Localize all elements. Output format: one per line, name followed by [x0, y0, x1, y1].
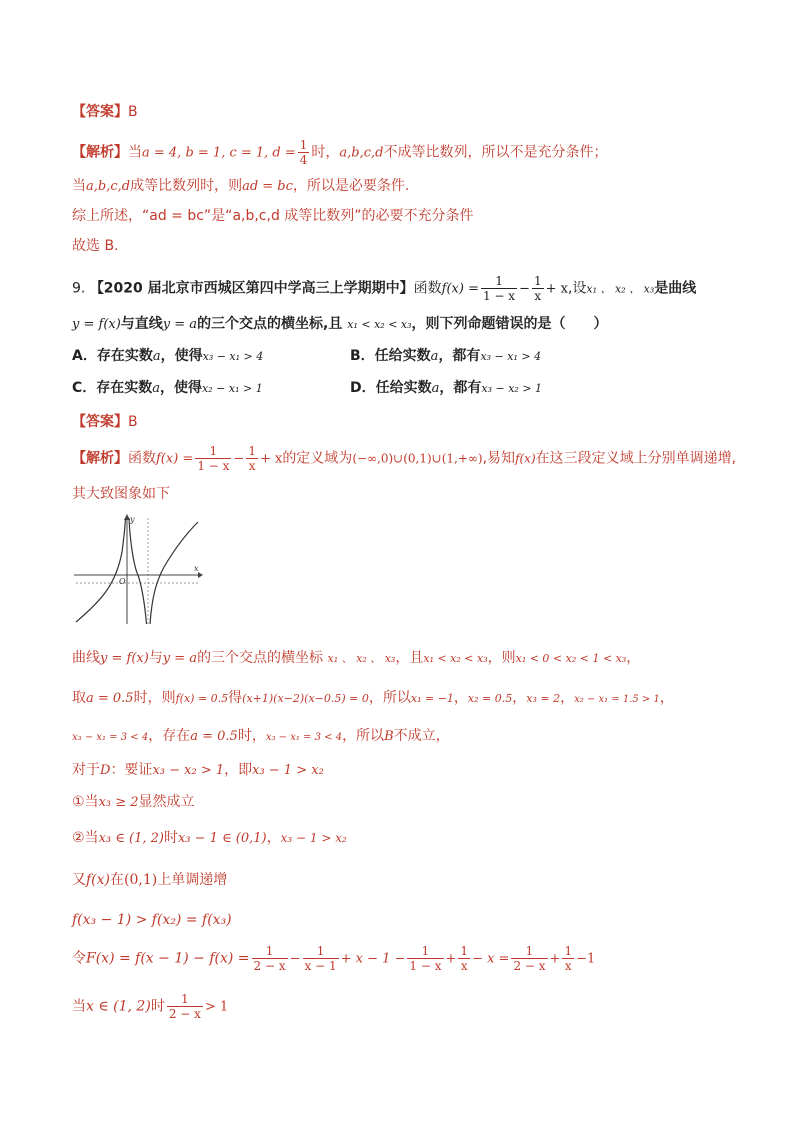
- frac-num: 1: [407, 944, 443, 959]
- frac-den: x: [248, 459, 256, 473]
- text: 时: [150, 998, 165, 1015]
- fraction: [562, 944, 574, 973]
- text: 不成等比数列，所以不是充分条件；: [383, 144, 608, 161]
- branch-3: [150, 522, 198, 624]
- frac-num: 1: [511, 944, 547, 959]
- fraction: [252, 944, 288, 973]
- math: +: [549, 951, 561, 967]
- text: ，所以是必要条件.: [292, 178, 410, 194]
- math: x₃ − x₂ > 1: [481, 382, 543, 395]
- text: ②当: [72, 830, 99, 846]
- option-a: [72, 346, 263, 367]
- text: ，即: [224, 762, 253, 778]
- origin-label: O: [119, 577, 126, 586]
- text: ，都有: [438, 348, 481, 364]
- math: D: [100, 763, 111, 778]
- analysis-1-line-3: 综上所述，“ad = bc”是“a,b,c,d 成等比数列”的必要不充分条件: [72, 208, 474, 224]
- text: 令: [72, 950, 86, 967]
- text: 当: [72, 178, 86, 194]
- x-axis-arrow: [198, 572, 203, 578]
- text: ，: [626, 650, 641, 666]
- text: 显然成立: [138, 794, 195, 810]
- text: 取: [72, 690, 86, 706]
- fraction: [458, 944, 470, 973]
- text: 得: [228, 690, 243, 706]
- math: x₃ − x₁ = 3 < 4: [72, 732, 149, 743]
- math: + x: [545, 281, 568, 297]
- frac-num: 1: [252, 944, 288, 959]
- question-number: 9.: [72, 280, 86, 297]
- option-b: [350, 346, 541, 367]
- fraction: [167, 992, 203, 1021]
- math: (x+1)(x−2)(x−0.5) = 0: [242, 692, 369, 705]
- math: f(x₃ − 1) > f(x₂) = f(x₃): [72, 912, 232, 928]
- text: 在这三段定义域上分别单调递增,: [535, 450, 737, 467]
- analysis-2-line-10: [72, 910, 232, 930]
- answer-2-tag: 【答案】: [72, 414, 128, 430]
- math: a: [152, 381, 161, 396]
- math: ad = bc: [242, 179, 293, 194]
- branch-2: [129, 518, 147, 624]
- text: ，且: [395, 650, 424, 666]
- text: B．任给实数: [350, 348, 431, 364]
- math: a,b,c,d: [339, 145, 384, 161]
- text: ，: [560, 690, 575, 706]
- math: a = 0.5: [190, 729, 238, 744]
- fraction: [195, 444, 231, 473]
- math: y = f(x): [100, 651, 149, 666]
- math: x₂ − x₁ > 1: [202, 382, 263, 395]
- fraction: [246, 444, 258, 473]
- text: ，使得: [160, 348, 203, 364]
- math: f(x) =: [441, 281, 479, 297]
- y-axis-label: y: [130, 515, 135, 524]
- frac-num: 1: [303, 944, 339, 959]
- fraction: [481, 274, 517, 303]
- math: a = 4, b = 1, c = 1, d =: [142, 145, 296, 161]
- frac-num: 1: [533, 274, 542, 288]
- text: ,易知: [482, 450, 516, 467]
- frac-num: 1: [481, 274, 517, 289]
- text: 对于: [72, 762, 100, 778]
- analysis-2-line-11: [72, 944, 595, 973]
- text: 是曲线: [654, 280, 697, 297]
- frac-den: 1 − x: [482, 289, 516, 303]
- x-axis-label: x: [194, 564, 199, 573]
- text: ，则: [487, 650, 516, 666]
- fraction: [532, 274, 544, 303]
- analysis-2-line-12: [72, 992, 228, 1021]
- analysis-1-line-2: [72, 176, 409, 197]
- math: x₂ = 0.5: [467, 692, 513, 705]
- math: x₃ − x₂ > 1: [152, 763, 225, 778]
- text: 与直线: [120, 316, 163, 332]
- math: (−∞,0)∪(0,1)∪(1,+∞): [352, 451, 483, 466]
- math: x₁ < 0 < x₂ < 1 < x₃: [515, 652, 627, 665]
- math: x ∈ (1, 2): [86, 998, 151, 1015]
- text: 时，: [237, 728, 266, 744]
- math: x₃ ≥ 2: [98, 795, 139, 810]
- text: ，都有: [439, 380, 482, 396]
- math: x₃ − x₁ > 4: [480, 350, 542, 363]
- math: x₃ − x₁ = 3 < 4: [265, 732, 343, 743]
- analysis-2-line-7: [72, 792, 195, 813]
- text: 曲线: [72, 650, 100, 666]
- analysis-2-line-2: 其大致图象如下: [72, 486, 170, 502]
- math: a,b,c,d: [86, 179, 131, 194]
- text: 又: [72, 872, 86, 888]
- text: ：要证: [110, 762, 153, 778]
- analysis-2-line-8: [72, 828, 347, 849]
- math: a = 0.5: [86, 691, 134, 706]
- math: x₁ 、 x₂ 、 x₃: [327, 652, 396, 665]
- math: −1: [576, 951, 596, 967]
- analysis-2-line-9: [72, 870, 227, 890]
- math: −: [519, 281, 530, 297]
- text: 时: [163, 830, 178, 846]
- math: (0,1): [124, 872, 158, 888]
- text: ，: [512, 690, 527, 706]
- text: 的三个交点的横坐标,且: [197, 316, 343, 332]
- frac-den: 2 − x: [168, 1007, 201, 1021]
- text: ，: [266, 830, 281, 846]
- math: F(x) = f(x − 1) − f(x) =: [86, 950, 250, 967]
- text: C．存在实数: [72, 380, 153, 396]
- function-graph: [72, 512, 204, 628]
- text: ，存在: [148, 728, 191, 744]
- analysis-2-line-1: [72, 444, 736, 473]
- text: 函数: [413, 280, 442, 297]
- text: 与: [148, 650, 163, 666]
- math: a: [431, 381, 440, 396]
- frac-den: x − 1: [304, 959, 337, 973]
- question-source: 【2020 届北京市西城区第四中学高三上学期期中】: [89, 280, 414, 297]
- option-c: [72, 378, 263, 399]
- math: x₃ = 2: [526, 692, 561, 705]
- text: A．存在实数: [72, 348, 153, 364]
- text: 当: [128, 144, 142, 161]
- math: B: [384, 729, 394, 744]
- math: y = a: [162, 317, 198, 332]
- frac-num: 1: [167, 992, 203, 1007]
- frac-den: 1 − x: [409, 959, 442, 973]
- text: ①当: [72, 794, 99, 810]
- frac-num: 1: [299, 138, 308, 152]
- analysis-1-tag: 【解析】: [72, 144, 128, 161]
- math: + x: [259, 451, 283, 467]
- frac-den: 4: [299, 153, 308, 167]
- math: x₃ ∈ (1, 2): [98, 831, 164, 846]
- math: y = a: [162, 651, 198, 666]
- text: 的三个交点的横坐标: [197, 650, 324, 666]
- question-9-line-1: [72, 274, 696, 303]
- math: x₁ 、 x₂ 、 x₃: [586, 282, 655, 296]
- text: 时，则: [133, 690, 176, 706]
- math: − x =: [472, 951, 510, 967]
- analysis-1-line-4: 故选 B.: [72, 238, 119, 254]
- analysis-2-line-4: [72, 688, 674, 710]
- math: x₁ < x₂ < x₃: [347, 318, 412, 331]
- question-9-line-2: [72, 314, 608, 335]
- analysis-1-line-1: [72, 138, 608, 167]
- text: ，使得: [160, 380, 203, 396]
- text: ，则下列命题错误的是（ ）: [411, 316, 608, 332]
- math: a: [152, 349, 161, 364]
- math: > 1: [204, 999, 229, 1015]
- text: 函数: [128, 450, 156, 467]
- answer-2-line: [72, 412, 138, 432]
- option-d: [350, 378, 542, 399]
- frac-num: 1: [195, 444, 231, 459]
- text: 的定义域为: [282, 450, 353, 467]
- math: f(x): [86, 872, 111, 888]
- frac-den: x: [564, 959, 572, 973]
- text: 不成立，: [393, 728, 450, 744]
- math: a: [430, 349, 439, 364]
- text: 时，: [311, 144, 340, 161]
- analysis-2-line-5: [72, 726, 450, 748]
- frac-num: 1: [248, 444, 256, 458]
- analysis-2-line-6: [72, 760, 324, 781]
- text: D．任给实数: [350, 380, 432, 396]
- math: + x − 1 −: [340, 951, 406, 967]
- fraction: [511, 944, 547, 973]
- fraction: [298, 138, 310, 167]
- answer-1-value: B: [128, 104, 138, 120]
- text: ,设: [567, 280, 587, 297]
- text: ，: [659, 690, 674, 706]
- math: x₃ − 1 > x₂: [252, 763, 324, 778]
- math: x₁ < x₂ < x₃: [423, 652, 488, 665]
- fraction: [407, 944, 443, 973]
- text: ，所以: [368, 690, 411, 706]
- analysis-2-tag: 【解析】: [72, 450, 128, 467]
- text: 上单调递增: [157, 872, 228, 888]
- answer-2-value: B: [128, 414, 138, 430]
- math: x₃ − 1 ∈ (0,1): [177, 831, 267, 846]
- frac-num: 1: [564, 944, 573, 958]
- frac-den: x: [534, 289, 542, 303]
- math: x₂ − x₁ = 1.5 > 1: [574, 694, 660, 705]
- frac-num: 1: [460, 944, 469, 958]
- math: −: [289, 951, 301, 967]
- text: 在: [110, 872, 125, 888]
- branch-1: [76, 518, 126, 622]
- math: f(x) = 0.5: [175, 692, 229, 705]
- frac-den: 2 − x: [513, 959, 546, 973]
- math: f(x): [515, 451, 536, 466]
- text: ，所以: [342, 728, 385, 744]
- math: x₁ = −1: [410, 692, 454, 705]
- math: x₃ − 1 > x₂: [280, 831, 347, 845]
- math: x₃ − x₁ > 4: [202, 350, 264, 363]
- text: 成等比数列时，则: [130, 178, 243, 194]
- answer-1-tag: 【答案】: [72, 104, 128, 120]
- frac-den: 2 − x: [253, 959, 286, 973]
- fraction: [303, 944, 339, 973]
- math: f(x) =: [156, 451, 194, 467]
- math: −: [233, 451, 245, 467]
- answer-1-line: [72, 102, 138, 122]
- frac-den: 1 − x: [197, 459, 230, 473]
- math: +: [445, 951, 457, 967]
- analysis-2-line-3: [72, 648, 640, 669]
- text: ，: [453, 690, 468, 706]
- text: 当: [72, 998, 86, 1015]
- math: y = f(x): [72, 317, 121, 332]
- frac-den: x: [460, 959, 468, 973]
